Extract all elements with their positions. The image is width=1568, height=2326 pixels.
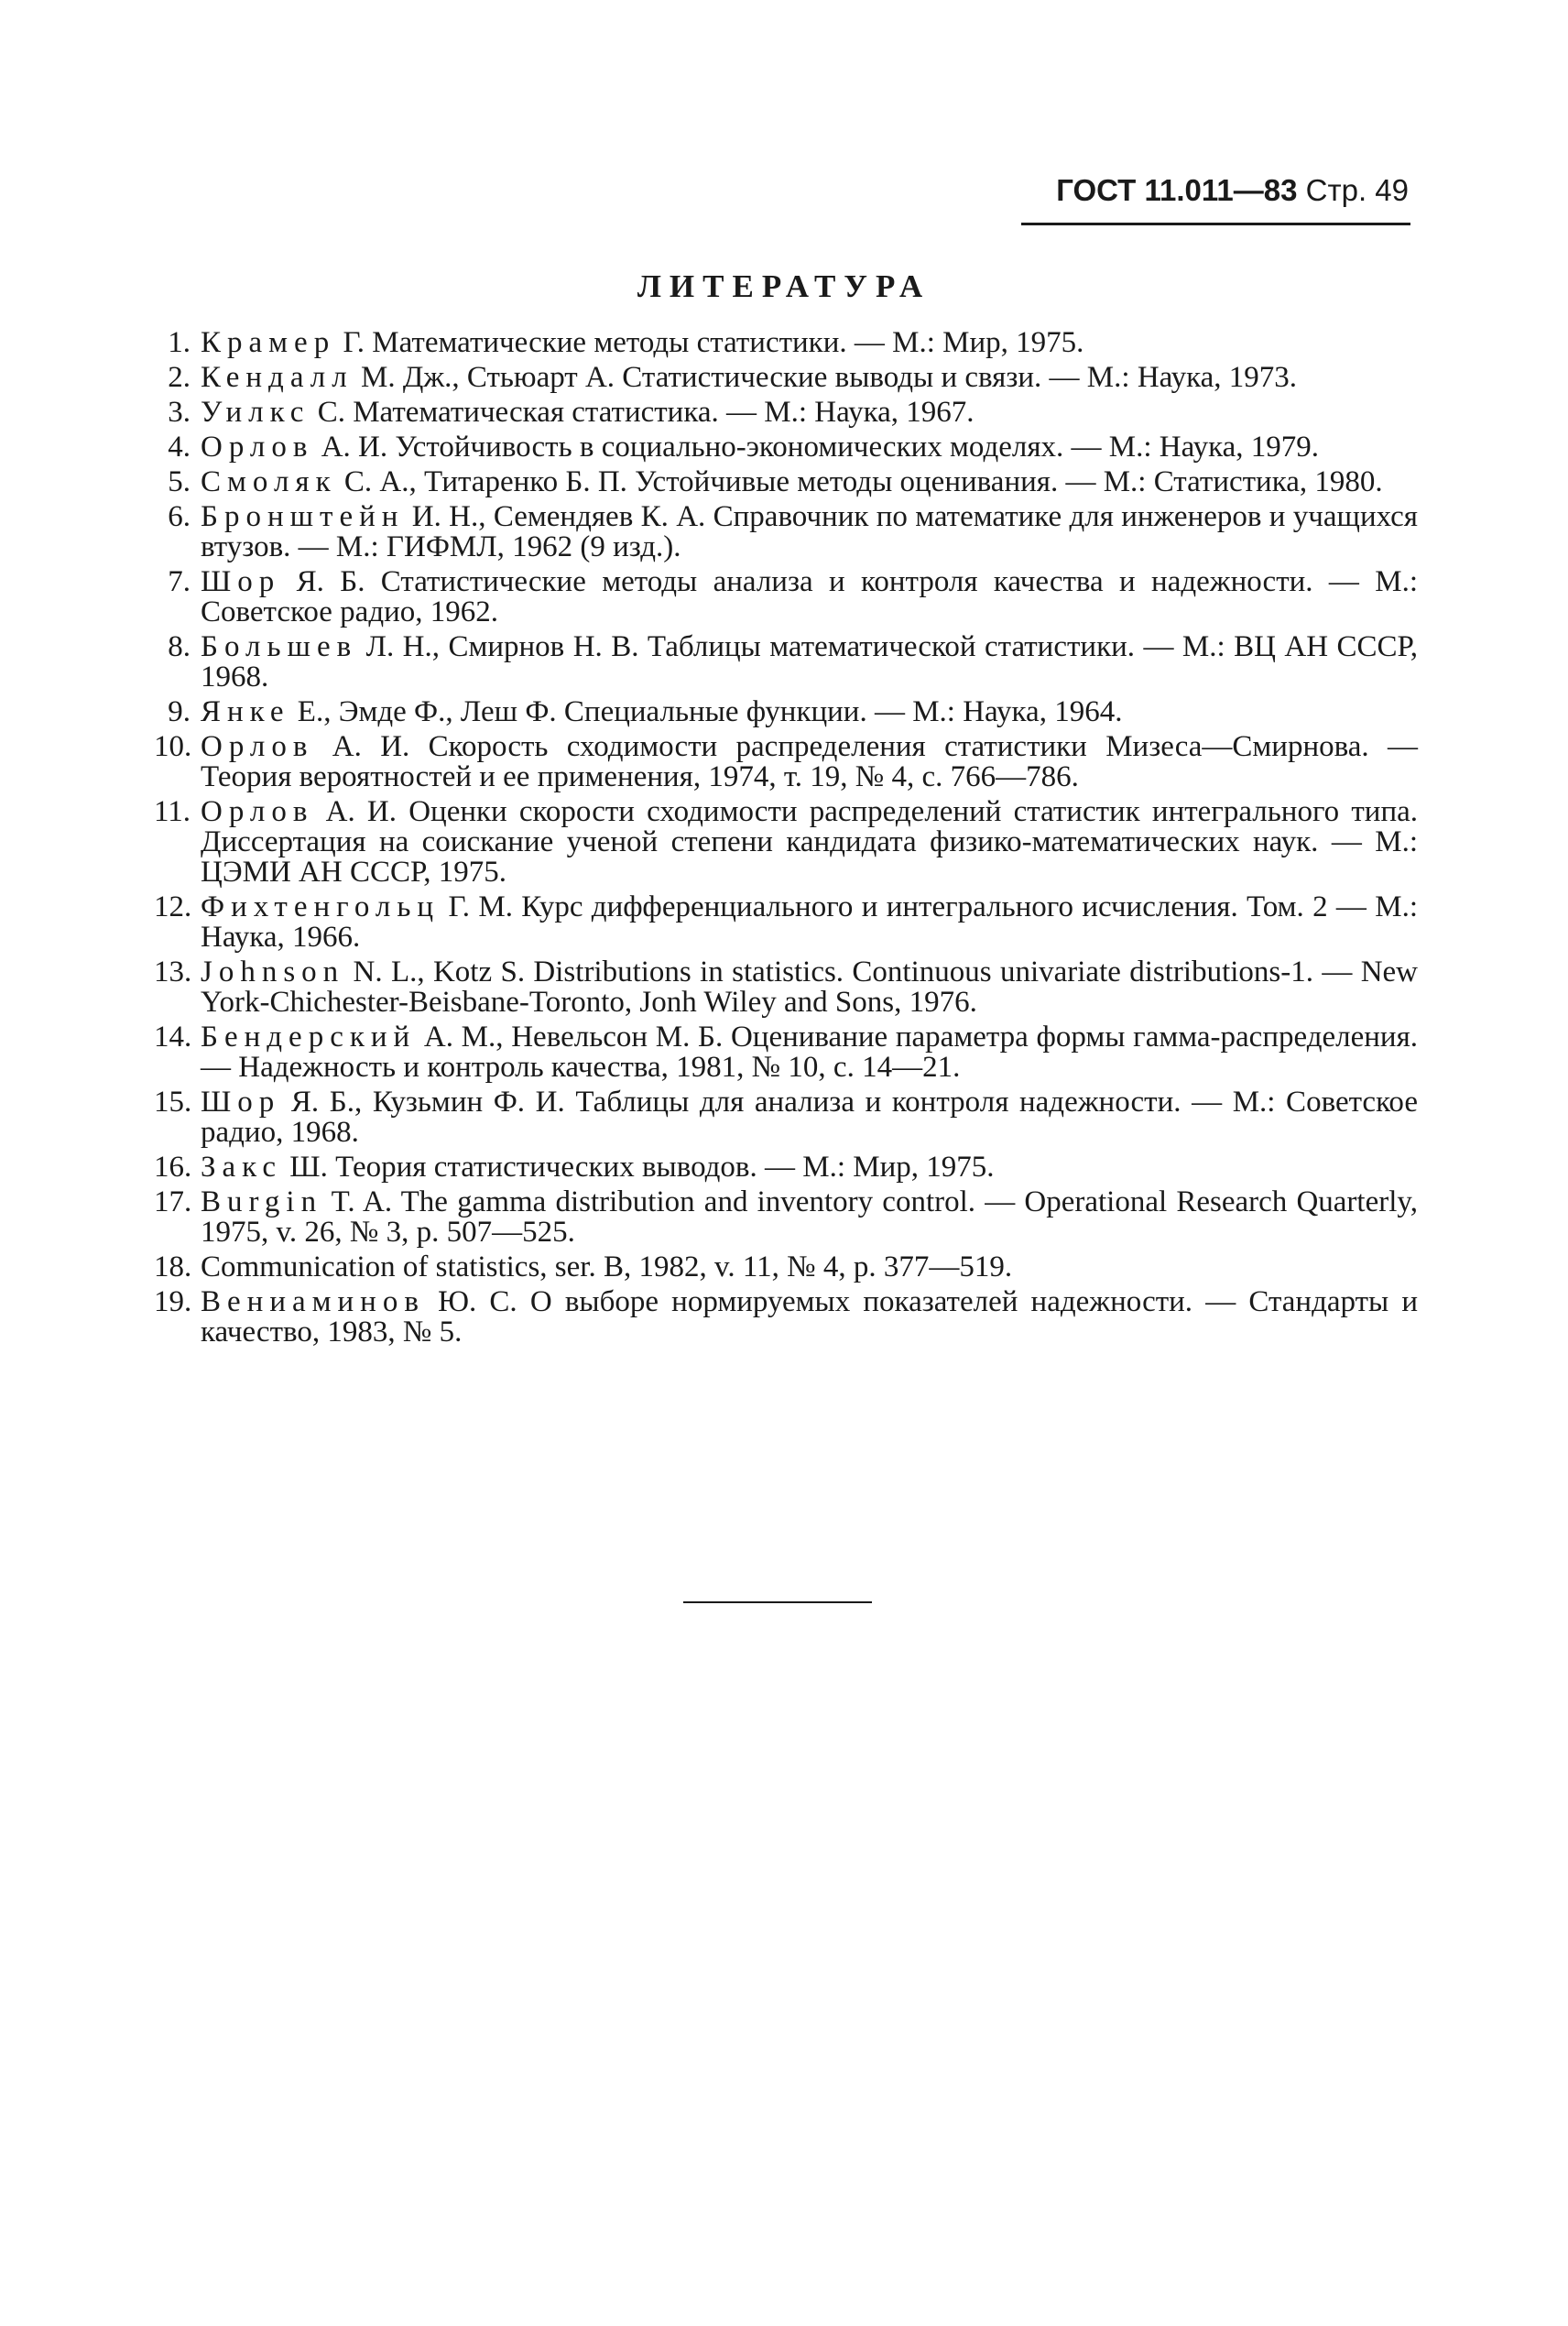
reference-list [154,328,1418,1348]
reference-item [154,797,1418,888]
reference-number: 4. [168,431,191,464]
reference-item [154,432,1418,463]
reference-number: 15. [154,1086,192,1119]
reference-details: Ю. С. О выборе нормируемых показателей надежности. — Стандарты и качество, 1983, № 5. [201,1285,1418,1349]
reference-item [154,732,1418,792]
reference-number: 11. [154,795,191,828]
reference-author: Шор [201,565,281,598]
reference-author: Бронштейн [201,500,405,533]
reference-details: С. Математическая статистика. — М.: Наука, 1967. [310,396,975,429]
reference-text [201,1087,1418,1148]
reference-author: Большев [201,630,358,663]
reference-details: Л. Н., Смирнов Н. В. Таблицы математической статистики. — М.: ВЦ АН СССР, 1968. [201,630,1418,693]
reference-item [154,1287,1418,1348]
end-rule [683,1601,872,1603]
reference-author: Орлов [201,730,314,763]
reference-number: 2. [168,361,191,394]
reference-author: Фихтенгольц [201,890,441,923]
reference-text [201,957,1418,1018]
reference-number: 7. [168,565,191,598]
reference-details: А. И. Оценки скорости сходимости распределений статистик интегрального типа. Диссертация на соискание ученой степени кандидата физико-математических наук. — М.: ЦЭМИ АН СССР, 1975. [201,795,1418,889]
page-header [971,172,1409,209]
reference-details: С. А., Титаренко Б. П. Устойчивые методы оценивания. — М.: Статистика, 1980. [336,465,1383,498]
reference-details: Я. Б., Кузьмин Ф. И. Таблицы для анализа и контроля надежности. — М.: Советское радио, 1968. [201,1086,1418,1149]
reference-text [201,732,1418,792]
reference-author: Орлов [201,431,314,464]
reference-text [201,797,1418,888]
reference-details: N. L., Kotz S. Distributions in statistics. Continuous univariate distributions-1. — New York-Chichester-Beisbane-Toronto, Jonh Wiley and Sons, 1976. [201,956,1418,1019]
reference-number: 14. [154,1021,192,1054]
standard-number: ГОСТ 11.011—83 [1056,173,1298,207]
reference-item [154,697,1418,727]
reference-item [154,957,1418,1018]
reference-text [201,1187,1418,1248]
reference-text [201,567,1418,628]
reference-item [154,892,1418,953]
reference-number: 16. [154,1151,192,1184]
reference-author: Крамер [201,326,336,359]
reference-details: А. М., Невельсон М. Б. Оценивание параметра формы гамма-распределения. — Надежность и контроль качества, 1981, № 10, с. 14—21. [201,1021,1418,1084]
reference-author: Burgin [201,1185,323,1218]
reference-item [154,467,1418,497]
reference-text [201,1152,1418,1183]
reference-number: 6. [168,500,191,533]
reference-details: А. И. Скорость сходимости распределения статистики Мизеса—Смирнова. — Теория вероятностей и ее применения, 1974, т. 19, № 4, с. 766—786. [201,730,1418,793]
reference-item [154,1152,1418,1183]
reference-details: Ш. Теория статистических выводов. — М.: Мир, 1975. [282,1151,995,1184]
reference-item [154,328,1418,358]
reference-author: Смоляк [201,465,337,498]
reference-author: Бендерский [201,1021,417,1054]
reference-item [154,363,1418,393]
reference-text [201,502,1418,562]
reference-text [201,1022,1418,1083]
reference-author: Уилкс [201,396,310,429]
reference-number: 3. [168,396,191,429]
reference-text [201,892,1418,953]
reference-item [154,1087,1418,1148]
reference-number: 12. [154,890,192,923]
reference-author: Кендалл [201,361,354,394]
reference-text [201,632,1418,693]
reference-number: 8. [168,630,191,663]
reference-number: 13. [154,956,192,988]
reference-text [201,1287,1418,1348]
reference-number: 9. [168,695,191,728]
reference-text [201,467,1418,497]
reference-item [154,502,1418,562]
reference-number: 19. [154,1285,192,1318]
reference-author: Янке [201,695,290,728]
reference-number: 18. [154,1250,192,1283]
reference-details: T. A. The gamma distribution and inventory control. — Operational Research Quarterly, 1975, v. 26, № 3, p. 507—525. [201,1185,1418,1249]
reference-text [201,432,1418,463]
reference-text [201,398,1418,428]
reference-item [154,567,1418,628]
reference-details: Г. Математические методы статистики. — М.: Мир, 1975. [335,326,1084,359]
reference-details: Г. М. Курс дифференциального и интегрального исчисления. Том. 2 — М.: Наука, 1966. [201,890,1418,954]
reference-details: Е., Эмде Ф., Леш Ф. Специальные функции. — М.: Наука, 1964. [289,695,1123,728]
reference-item [154,398,1418,428]
reference-text [201,697,1418,727]
reference-item [154,1252,1418,1283]
reference-text [201,1252,1418,1283]
reference-details: А. И. Устойчивость в социально-экономических моделях. — М.: Наука, 1979. [313,431,1320,464]
reference-details: Я. Б. Статистические методы анализа и контроля качества и надежности. — М.: Советское радио, 1962. [201,565,1418,628]
reference-number: 17. [154,1185,192,1218]
reference-author: Johnson [201,956,345,988]
reference-text [201,363,1418,393]
reference-details: М. Дж., Стьюарт А. Статистические выводы и связи. — М.: Наука, 1973. [353,361,1298,394]
reference-number: 5. [168,465,191,498]
reference-item [154,1022,1418,1083]
reference-item [154,632,1418,693]
reference-item [154,1187,1418,1248]
reference-text [201,328,1418,358]
reference-details: И. Н., Семендяев К. А. Справочник по математике для инженеров и учащихся втузов. — М.: ГИФМЛ, 1962 (9 изд.). [201,500,1418,563]
reference-author: Закс [201,1151,283,1184]
reference-number: 1. [168,326,191,359]
page-number: Стр. 49 [1305,173,1409,207]
section-title: ЛИТЕРАТУРА [637,268,931,304]
reference-author: Вениаминов [201,1285,425,1318]
reference-author: Орлов [201,795,314,828]
header-rule [1021,223,1410,225]
reference-author: Шор [201,1086,281,1119]
reference-number: 10. [154,730,192,763]
reference-details: Communication of statistics, ser. B, 1982, v. 11, № 4, p. 377—519. [201,1250,1013,1283]
